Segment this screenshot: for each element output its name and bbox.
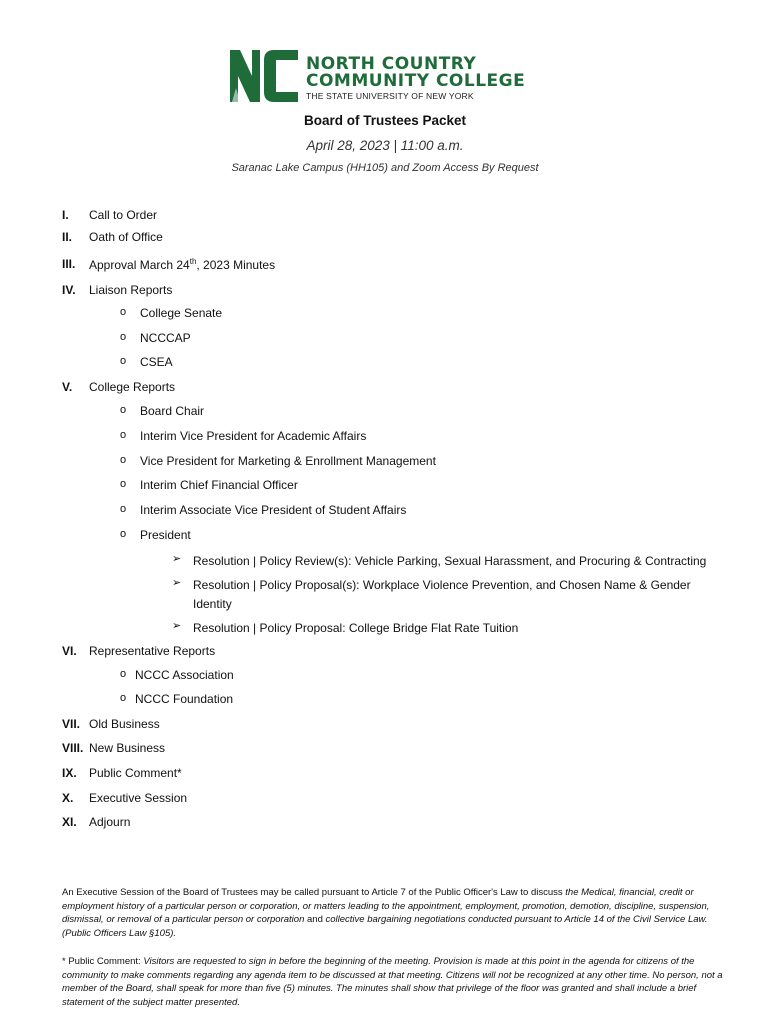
bullet: o <box>120 692 127 704</box>
sub-item-text: College Senate <box>140 306 223 320</box>
resolution-text: Resolution | Policy Review(s): Vehicle Parking, Sexual Harassment, and Procuring & Contracting <box>193 554 707 568</box>
agenda-text: Adjourn <box>89 815 131 829</box>
agenda-text: Executive Session <box>89 791 188 805</box>
public-comment-label: * Public Comment: <box>62 956 144 967</box>
sub-item-text: President <box>140 528 191 542</box>
nc-monogram-logo-icon <box>228 46 300 104</box>
sub-item-text: Board Chair <box>140 404 205 418</box>
agenda-text: Liaison Reports <box>89 283 173 297</box>
agenda-text-pre: Approval March 24 <box>89 258 190 272</box>
bullet: o <box>120 528 127 540</box>
agenda-text: Call to Order <box>89 208 158 222</box>
exec-note-part: and <box>304 914 326 925</box>
executive-session-note <box>62 886 732 940</box>
sub-item-text: Interim Associate Vice President of Student Affairs <box>140 503 407 517</box>
bullet: o <box>120 306 127 318</box>
exec-note-italic: the Medical, financial, credit or employment history of a particular person or corporation, or matters leading to the appointment, employment, promotion, demotion, discipline, suspension, dismissal, or removal of a particular person or corporation <box>62 887 710 925</box>
arrow-bullet-icon: ➢ <box>172 553 182 565</box>
bullet: o <box>120 454 127 466</box>
agenda-number: VIII. <box>62 741 84 755</box>
agenda-text: New Business <box>89 741 166 755</box>
agenda-text: Oath of Office <box>89 230 163 244</box>
college-logo <box>228 46 558 106</box>
sub-item-text: Interim Chief Financial Officer <box>140 478 298 492</box>
agenda-number: V. <box>62 380 73 394</box>
agenda-text: College Reports <box>89 380 176 394</box>
sub-item-text: NCCC Foundation <box>135 692 234 706</box>
exec-note-italic: collective bargaining negotiations conducted pursuant to Article 14 of the Civil Service Law. (Public Officers Law §105). <box>62 914 708 939</box>
document-title: Board of Trustees Packet <box>303 113 467 128</box>
bullet: o <box>120 404 127 416</box>
agenda-number: IX. <box>62 766 77 780</box>
resolution-text: Resolution | Policy Proposal: College Bridge Flat Rate Tuition <box>193 621 519 635</box>
meeting-date: April 28, 2023 | 11:00 a.m. <box>306 138 464 153</box>
agenda-text <box>89 257 275 272</box>
sub-item-text: NCCC Association <box>135 668 234 682</box>
public-comment-text: Visitors are requested to sign in before the beginning of the meeting. Provision is made at this point in the agenda for citizens of the community to make comments regarding any agenda item to be discussed at that meeting. Citizens will not be recognized at any other time. No person, not a member of the Board, shall speak for more than five (5) minutes. The minutes shall show that privilege of the floor was granted and shall include a brief statement of the subject matter presented. <box>62 956 723 1008</box>
logo-line-2: COMMUNITY COLLEGE <box>306 71 526 91</box>
bullet: o <box>120 355 127 367</box>
arrow-bullet-icon: ➢ <box>172 620 182 632</box>
bullet: o <box>120 429 127 441</box>
bullet: o <box>120 331 127 343</box>
agenda-number: VII. <box>62 717 81 731</box>
bullet: o <box>120 668 127 680</box>
agenda-number: VI. <box>62 644 77 658</box>
resolution-text: Resolution | Policy Proposal(s): Workplace Violence Prevention, and Chosen Name & Gender Identity <box>193 578 691 611</box>
agenda-text: Representative Reports <box>89 644 216 658</box>
sub-item-text: NCCCAP <box>140 331 191 345</box>
logo-tagline: THE STATE UNIVERSITY OF NEW YORK <box>306 91 474 101</box>
agenda-number: III. <box>62 257 76 271</box>
agenda-number: II. <box>62 230 73 244</box>
meeting-location: Saranac Lake Campus (HH105) and Zoom Access By Request <box>231 162 539 174</box>
bullet: o <box>120 503 127 515</box>
sub-item-text: CSEA <box>140 355 173 369</box>
agenda-number: X. <box>62 791 74 805</box>
agenda-number: I. <box>62 208 69 222</box>
arrow-bullet-icon: ➢ <box>172 577 182 589</box>
agenda-number: IV. <box>62 283 76 297</box>
sub-item-text: Interim Vice President for Academic Affairs <box>140 429 367 443</box>
logo-line-1: NORTH COUNTRY <box>306 54 477 74</box>
agenda-text-post: , 2023 Minutes <box>196 258 276 272</box>
bullet: o <box>120 478 127 490</box>
sub-item-text: Vice President for Marketing & Enrollment Management <box>140 454 436 468</box>
public-comment-note <box>62 955 732 1009</box>
agenda-number: XI. <box>62 815 77 829</box>
ordinal-suffix: th <box>189 257 197 266</box>
agenda-text: Old Business <box>89 717 160 731</box>
exec-note-part: An Executive Session of the Board of Trustees may be called pursuant to Article 7 of the Public Officer's Law to discuss <box>62 887 566 898</box>
agenda-text: Public Comment* <box>89 766 182 780</box>
